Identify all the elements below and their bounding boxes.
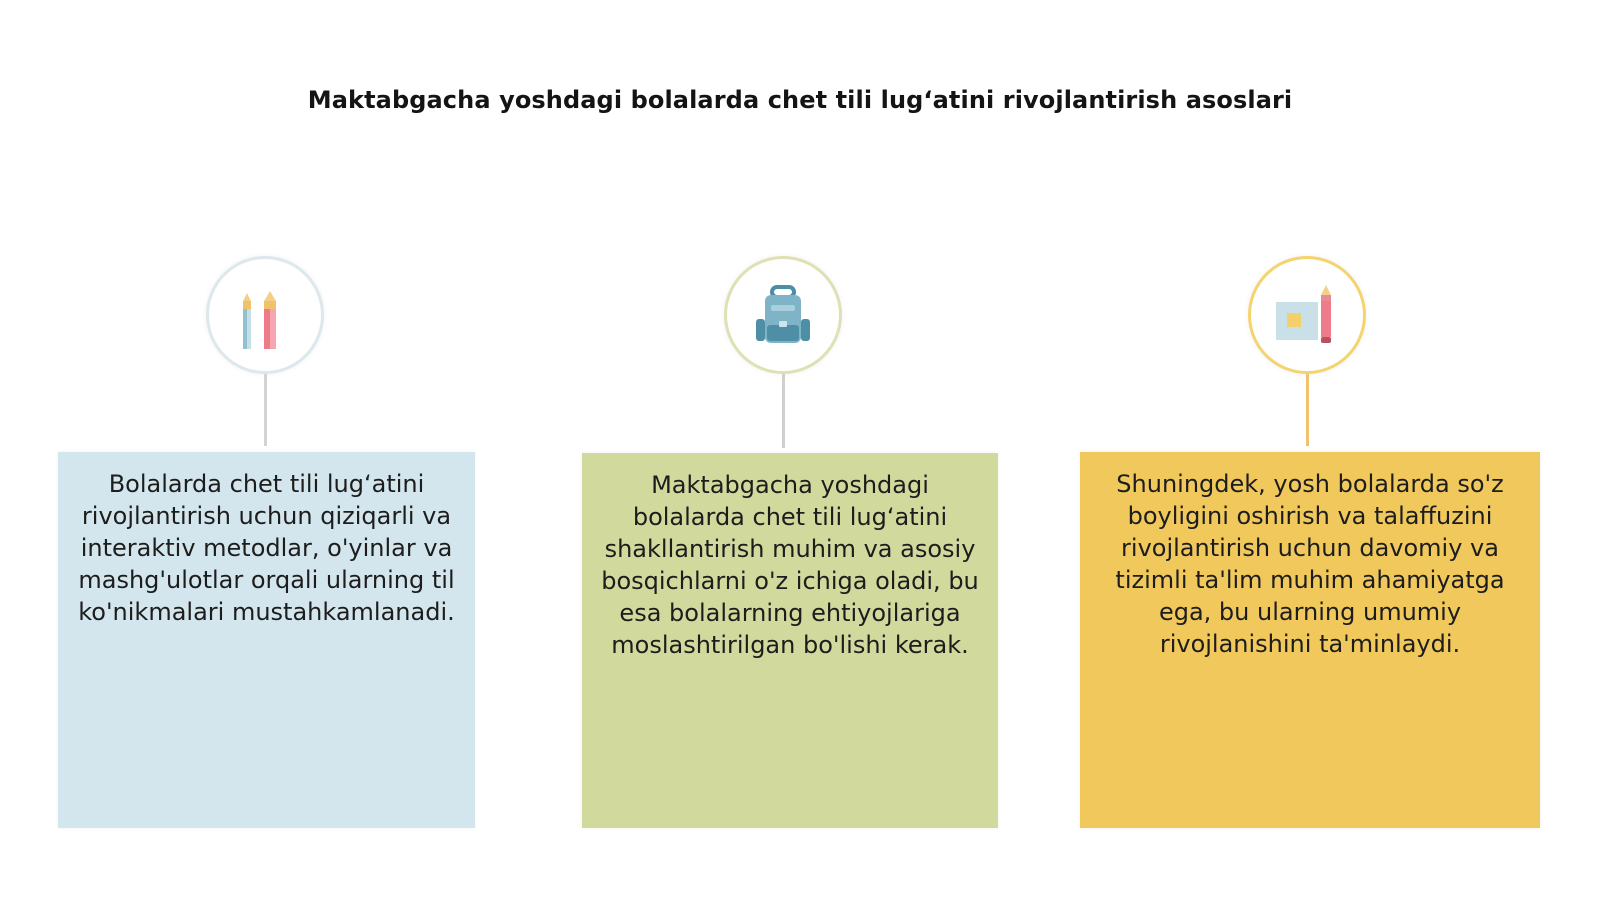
text-card-1 (58, 452, 475, 828)
connector-3 (1306, 374, 1309, 446)
connector-2 (782, 374, 785, 448)
icon-circle-1 (206, 256, 324, 374)
page-title: Maktabgacha yoshdagi bolalarda chet tili lug‘atini rivojlantirish asoslari (307, 86, 1293, 114)
backpack-icon (727, 259, 839, 371)
icon-circle-2 (724, 256, 842, 374)
text-card-2 (582, 453, 998, 828)
icon-circle-3 (1248, 256, 1366, 374)
drawing-icon (1251, 259, 1363, 371)
card-text-2: Maktabgacha yoshdagi bolalarda chet tili lug‘atini shakllantirish muhim va asosiy bosqichlarni o'z ichiga oladi, bu esa bolalarning ehtiyojlariga moslashtirilgan bo'lishi kerak. (601, 471, 979, 659)
text-card-3 (1080, 452, 1540, 828)
connector-1 (264, 374, 267, 446)
pencils-icon (209, 259, 321, 371)
card-text-3: Shuningdek, yosh bolalarda so'z boyligini oshirish va talaffuzini rivojlantirish uchun davomiy va tizimli ta'lim muhim ahamiyatga ega, bu ularning umumiy rivojlanishini ta'minlaydi. (1115, 470, 1505, 658)
card-text-1: Bolalarda chet tili lug‘atini rivojlantirish uchun qiziqarli va interaktiv metodlar, o'yinlar va mashg'ulotlar orqali ularning til ko'nikmalari mustahkamlanadi. (78, 470, 455, 626)
